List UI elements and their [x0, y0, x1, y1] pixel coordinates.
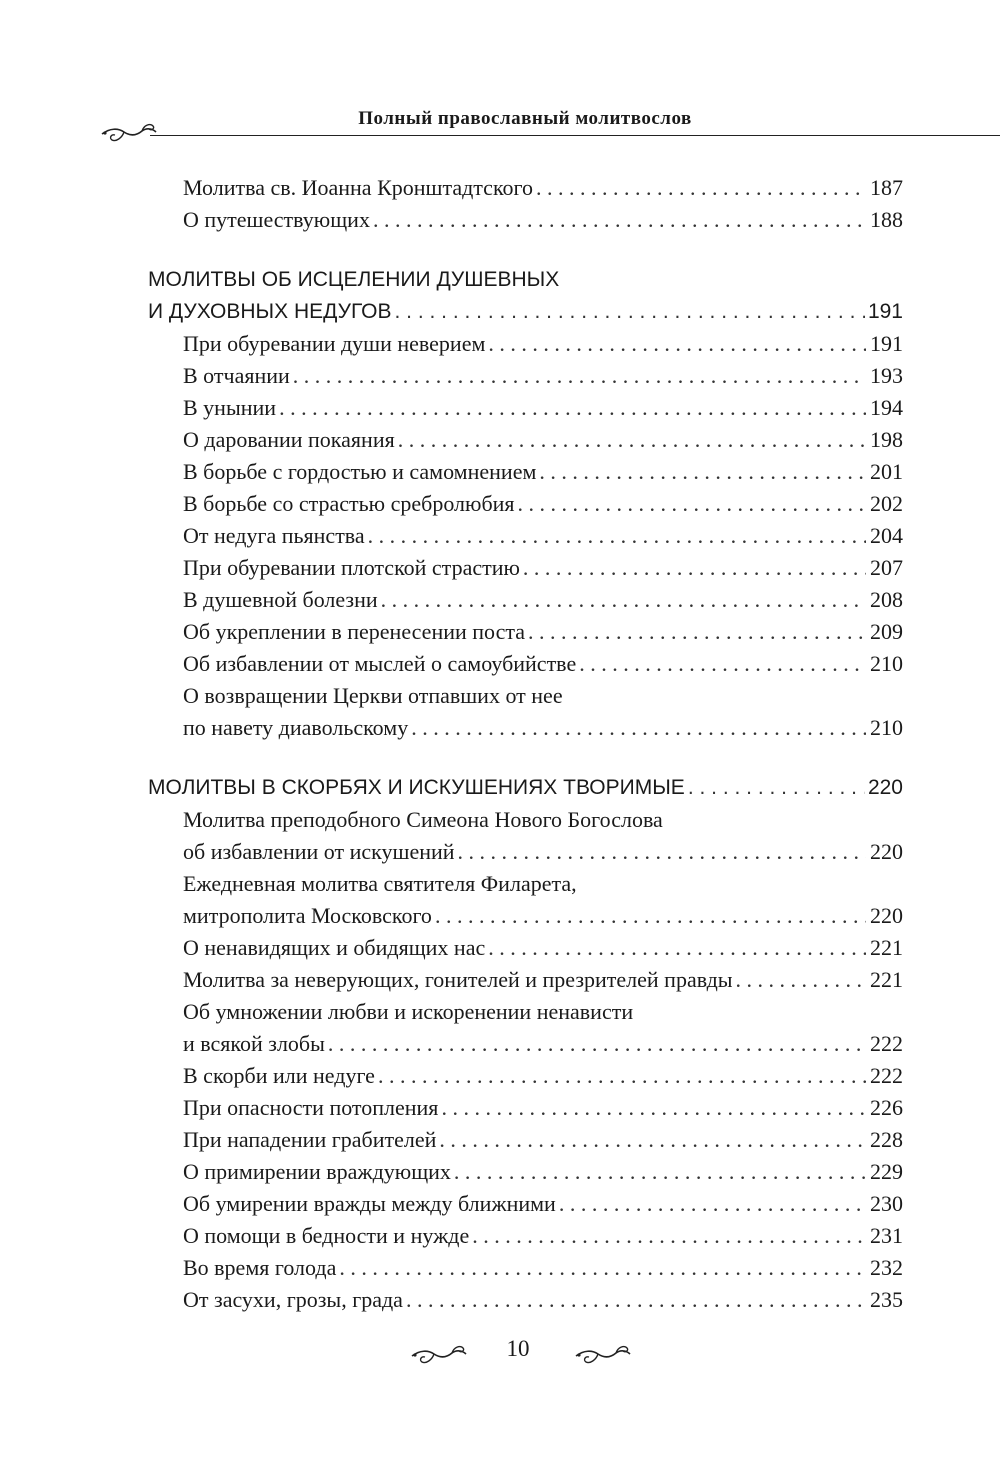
- dot-leader: [458, 836, 866, 868]
- toc-entry[interactable]: [148, 172, 903, 204]
- flourish-ornament-icon: [574, 1342, 632, 1372]
- dot-leader: [441, 1092, 866, 1124]
- toc-entry-page: 191: [870, 331, 903, 356]
- dot-leader: [368, 520, 866, 552]
- toc-entry-page: 194: [870, 395, 903, 420]
- toc-entry-page: 235: [870, 1287, 903, 1312]
- dot-leader: [328, 1028, 866, 1060]
- dot-leader: [488, 328, 866, 360]
- toc-entry-page: 226: [870, 1095, 903, 1120]
- toc-entry-page: 204: [870, 523, 903, 548]
- toc-entry[interactable]: [148, 996, 903, 1028]
- toc-section-heading[interactable]: [148, 264, 903, 296]
- toc-entry-title: О ненавидящих и обидящих нас: [183, 935, 486, 960]
- section-page: 220: [867, 776, 903, 799]
- toc-entry-title: При опасности потопления: [183, 1095, 439, 1120]
- running-header: [0, 100, 1000, 140]
- toc-entry[interactable]: [148, 836, 903, 868]
- toc-entry-title: При обуревании плотской страстию: [183, 555, 520, 580]
- toc-entry-title: В унынии: [183, 395, 277, 420]
- toc-entry-title: Об укреплении в перенесении поста: [183, 619, 525, 644]
- section-title-line1: МОЛИТВЫ ОБ ИСЦЕЛЕНИИ ДУШЕВНЫХ: [148, 268, 560, 291]
- toc-entry[interactable]: [148, 552, 903, 584]
- toc-entry[interactable]: [148, 1060, 903, 1092]
- toc-entry-title: Молитва за неверующих, гонителей и презрителей правды: [183, 967, 733, 992]
- toc-entry-title-line2: об избавлении от искушений: [183, 839, 455, 864]
- header-rule: [150, 135, 1000, 136]
- dot-leader: [539, 456, 866, 488]
- toc-entry-page: 209: [870, 619, 903, 644]
- toc-entry-page: 220: [870, 903, 903, 928]
- toc-entry[interactable]: [148, 360, 903, 392]
- dot-leader: [378, 1060, 866, 1092]
- toc-entry[interactable]: [148, 1252, 903, 1284]
- dot-leader: [488, 932, 866, 964]
- dot-leader: [339, 1252, 866, 1284]
- toc-entry-page: 202: [870, 491, 903, 516]
- toc-entry[interactable]: [148, 584, 903, 616]
- toc-entry-title: О даровании покаяния: [183, 427, 395, 452]
- dot-leader: [373, 204, 866, 236]
- toc-entry[interactable]: [148, 648, 903, 680]
- toc-entry[interactable]: [148, 680, 903, 712]
- toc-entry-page: 207: [870, 555, 903, 580]
- toc-entry-page: 201: [870, 459, 903, 484]
- toc-entry[interactable]: [148, 1028, 903, 1060]
- table-of-contents: [148, 172, 903, 1316]
- section-gap: [148, 744, 903, 772]
- toc-entry-title: В борьбе с гордостью и самомнением: [183, 459, 537, 484]
- toc-entry-title: При обуревании души неверием: [183, 331, 486, 356]
- toc-entry-page: 210: [870, 651, 903, 676]
- toc-entry[interactable]: [148, 424, 903, 456]
- section-gap: [148, 236, 903, 264]
- dot-leader: [454, 1156, 866, 1188]
- toc-entry[interactable]: [148, 392, 903, 424]
- toc-entry-title: О путешествующих: [183, 207, 370, 232]
- toc-entry-page: 222: [870, 1063, 903, 1088]
- toc-entry-title: В душевной болезни: [183, 587, 378, 612]
- toc-entry[interactable]: [148, 1220, 903, 1252]
- dot-leader: [293, 360, 866, 392]
- flourish-ornament-icon: [410, 1342, 468, 1372]
- toc-entry[interactable]: [148, 1092, 903, 1124]
- toc-entry[interactable]: [148, 900, 903, 932]
- toc-entry-page: 221: [870, 967, 903, 992]
- dot-leader: [518, 488, 866, 520]
- toc-entry-title: В отчаянии: [183, 363, 290, 388]
- toc-entry-title-line1: Ежедневная молитва святителя Филарета,: [183, 871, 577, 896]
- dot-leader: [435, 900, 866, 932]
- toc-entry[interactable]: [148, 868, 903, 900]
- toc-entry[interactable]: [148, 488, 903, 520]
- dot-leader: [736, 964, 866, 996]
- dot-leader: [472, 1220, 866, 1252]
- running-title: Полный православный молитвослов: [358, 108, 692, 129]
- toc-entry[interactable]: [148, 204, 903, 236]
- toc-entry-page: 210: [870, 715, 903, 740]
- dot-leader: [528, 616, 866, 648]
- toc-entry-title-line2: митрополита Московского: [183, 903, 432, 928]
- toc-section-heading[interactable]: [148, 772, 903, 804]
- toc-section-heading[interactable]: [148, 296, 903, 328]
- page-number: 10: [506, 1336, 530, 1361]
- dot-leader: [688, 772, 865, 804]
- toc-entry-title: Во время голода: [183, 1255, 337, 1280]
- toc-entry[interactable]: [148, 712, 903, 744]
- dot-leader: [439, 1124, 866, 1156]
- toc-entry-page: 229: [870, 1159, 903, 1184]
- toc-entry[interactable]: [148, 1124, 903, 1156]
- toc-entry[interactable]: [148, 456, 903, 488]
- section-title-line2: И ДУХОВНЫХ НЕДУГОВ: [148, 300, 392, 323]
- toc-entry-page: 221: [870, 935, 903, 960]
- dot-leader: [381, 584, 866, 616]
- toc-entry-page: 231: [870, 1223, 903, 1248]
- toc-entry-page: 230: [870, 1191, 903, 1216]
- dot-leader: [411, 712, 866, 744]
- toc-entry-page: 208: [870, 587, 903, 612]
- toc-entry-title: Об избавлении от мыслей о самоубийстве: [183, 651, 577, 676]
- toc-entry-page: 188: [870, 207, 903, 232]
- toc-entry-title-line1: Об умножении любви и искоренении ненависти: [183, 999, 634, 1024]
- dot-leader: [536, 172, 866, 204]
- toc-entry-page: 220: [870, 839, 903, 864]
- toc-entry[interactable]: [148, 520, 903, 552]
- toc-entry-title: О примирении враждующих: [183, 1159, 451, 1184]
- toc-entry[interactable]: [148, 1284, 903, 1316]
- toc-entry-page: 222: [870, 1031, 903, 1056]
- toc-entry-title-line2: по навету диавольскому: [183, 715, 409, 740]
- toc-entry[interactable]: [148, 616, 903, 648]
- toc-entry[interactable]: [148, 328, 903, 360]
- toc-entry-title: От недуга пьянства: [183, 523, 365, 548]
- toc-entry-title: От засухи, грозы, града: [183, 1287, 403, 1312]
- toc-entry[interactable]: [148, 932, 903, 964]
- toc-entry[interactable]: [148, 1156, 903, 1188]
- section-page: 191: [867, 300, 903, 323]
- toc-entry[interactable]: [148, 1188, 903, 1220]
- toc-entry-page: 228: [870, 1127, 903, 1152]
- dot-leader: [406, 1284, 866, 1316]
- section-title: МОЛИТВЫ В СКОРБЯХ И ИСКУШЕНИЯХ ТВОРИМЫЕ: [148, 776, 685, 799]
- toc-entry-page: 193: [870, 363, 903, 388]
- toc-entry-title: При нападении грабителей: [183, 1127, 437, 1152]
- toc-entry-title-line2: и всякой злобы: [183, 1031, 325, 1056]
- toc-entry-page: 187: [870, 175, 903, 200]
- toc-entry[interactable]: [148, 804, 903, 836]
- dot-leader: [523, 552, 866, 584]
- toc-entry-title: О помощи в бедности и нужде: [183, 1223, 470, 1248]
- toc-entry-page: 198: [870, 427, 903, 452]
- dot-leader: [579, 648, 866, 680]
- toc-entry-title: В борьбе со страстью сребролюбия: [183, 491, 515, 516]
- dot-leader: [398, 424, 866, 456]
- toc-entry-title: Молитва св. Иоанна Кронштадтского: [183, 175, 533, 200]
- dot-leader: [559, 1188, 866, 1220]
- toc-entry-title-line1: Молитва преподобного Симеона Нового Богослова: [183, 807, 663, 832]
- toc-entry-title: Об умирении вражды между ближними: [183, 1191, 556, 1216]
- page-footer: [0, 1332, 1000, 1372]
- toc-entry-title: В скорби или недуге: [183, 1063, 375, 1088]
- toc-entry-title-line1: О возвращении Церкви отпавших от нее: [183, 683, 563, 708]
- dot-leader: [394, 296, 864, 328]
- toc-entry-page: 232: [870, 1255, 903, 1280]
- toc-entry[interactable]: [148, 964, 903, 996]
- dot-leader: [279, 392, 866, 424]
